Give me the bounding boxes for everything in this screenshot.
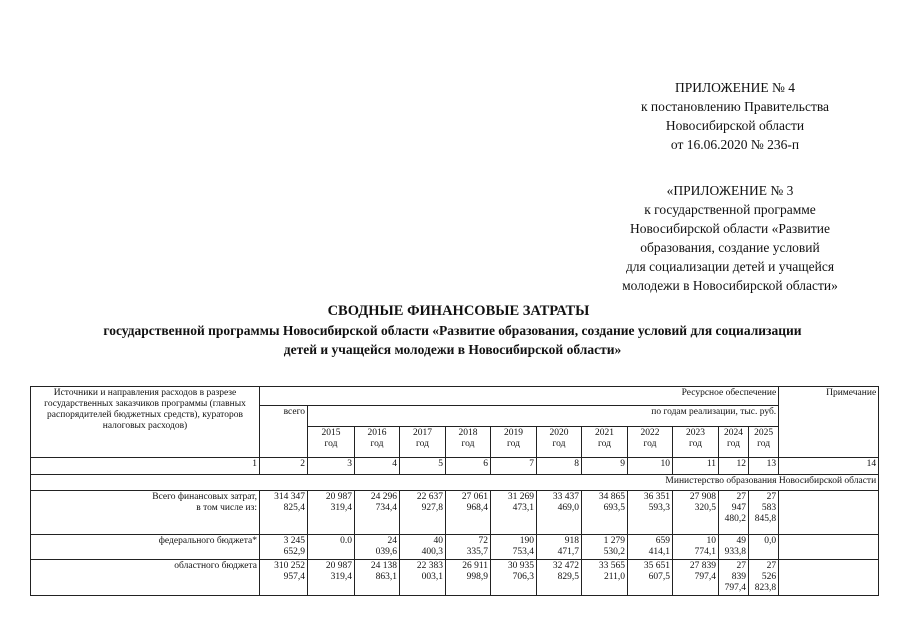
column-number: 12 bbox=[719, 458, 749, 475]
table-cell: 34 865 693,5 bbox=[582, 491, 628, 535]
column-number: 1 bbox=[31, 458, 260, 475]
table-cell: 0,0 bbox=[749, 535, 779, 560]
table-cell: 24 039,6 bbox=[355, 535, 400, 560]
year-header: 2018 год bbox=[446, 427, 491, 458]
table-cell: 20 987 319,4 bbox=[308, 560, 355, 596]
annex-4-header bbox=[600, 78, 870, 154]
note-cell bbox=[779, 491, 879, 535]
table-row bbox=[31, 560, 879, 596]
table-cell: 36 351 593,3 bbox=[628, 491, 673, 535]
year-header: 2017 год bbox=[400, 427, 446, 458]
sources-header: Источники и направления расходов в разрезе государственных заказчиков программы (главных распорядителей бюджетных средств), кураторов налоговых расходов) bbox=[31, 387, 260, 458]
annex-4-line-4: от 16.06.2020 № 236-п bbox=[670, 137, 800, 152]
by-years-header: по годам реализации, тыс. руб. bbox=[308, 406, 779, 427]
column-number: 7 bbox=[491, 458, 537, 475]
year-header: 2019 год bbox=[491, 427, 537, 458]
table-header-row bbox=[31, 387, 879, 406]
document-subtitle-line-2: детей и учащейся молодежи в Новосибирской области» bbox=[283, 342, 622, 357]
table-cell: 35 651 607,5 bbox=[628, 560, 673, 596]
resources-header: Ресурсное обеспечение bbox=[260, 387, 779, 406]
annex-3-line-5: для социализации детей и учащейся bbox=[625, 259, 835, 274]
column-numbers-row bbox=[31, 458, 879, 475]
table-cell: 24 296 734,4 bbox=[355, 491, 400, 535]
note-header: Примечание bbox=[779, 387, 879, 458]
table-cell: 27 908 320,5 bbox=[673, 491, 719, 535]
annex-3-header bbox=[590, 181, 870, 295]
year-header: 2021 год bbox=[582, 427, 628, 458]
table-cell: 27 061 968,4 bbox=[446, 491, 491, 535]
table-cell: 1 279 530,2 bbox=[582, 535, 628, 560]
table-cell: 27 839 797,4 bbox=[673, 560, 719, 596]
column-number: 3 bbox=[308, 458, 355, 475]
column-number: 4 bbox=[355, 458, 400, 475]
table-cell: 3 245 652,9 bbox=[260, 535, 308, 560]
year-header: 2022 год bbox=[628, 427, 673, 458]
document-subtitle-line-1: государственной программы Новосибирской области «Развитие образования, создание условий для социализации bbox=[103, 323, 802, 338]
table-cell: 31 269 473,1 bbox=[491, 491, 537, 535]
column-number: 8 bbox=[537, 458, 582, 475]
table-cell: 24 138 863,1 bbox=[355, 560, 400, 596]
table-cell: 33 565 211,0 bbox=[582, 560, 628, 596]
table-cell: 659 414,1 bbox=[628, 535, 673, 560]
annex-4-line-2: к постановлению Правительства bbox=[640, 99, 830, 114]
year-header: 2025 год bbox=[749, 427, 779, 458]
column-number: 11 bbox=[673, 458, 719, 475]
column-number: 10 bbox=[628, 458, 673, 475]
annex-3-line-3: Новосибирской области «Развитие bbox=[630, 221, 830, 236]
column-number: 2 bbox=[260, 458, 308, 475]
table-cell: 49 933,8 bbox=[719, 535, 749, 560]
table-cell: 27 526 823,8 bbox=[749, 560, 779, 596]
table-row bbox=[31, 491, 879, 535]
table-cell: 22 383 003,1 bbox=[400, 560, 446, 596]
table-cell: 10 774,1 bbox=[673, 535, 719, 560]
column-number: 6 bbox=[446, 458, 491, 475]
column-number: 13 bbox=[749, 458, 779, 475]
row-label: Всего финансовых затрат, в том числе из: bbox=[31, 491, 260, 535]
annex-4-line-1: ПРИЛОЖЕНИЕ № 4 bbox=[674, 80, 796, 95]
note-cell bbox=[779, 535, 879, 560]
table-cell: 27 583 845,8 bbox=[749, 491, 779, 535]
table-cell: 22 637 927,8 bbox=[400, 491, 446, 535]
table-cell: 918 471,7 bbox=[537, 535, 582, 560]
column-number: 9 bbox=[582, 458, 628, 475]
column-number: 14 bbox=[779, 458, 879, 475]
year-header: 2016 год bbox=[355, 427, 400, 458]
annex-3-line-6: молодежи в Новосибирской области» bbox=[622, 278, 838, 293]
table-cell: 40 400,3 bbox=[400, 535, 446, 560]
table-cell: 310 252 957,4 bbox=[260, 560, 308, 596]
table-cell: 190 753,4 bbox=[491, 535, 537, 560]
total-header: всего bbox=[260, 406, 308, 458]
document-title: СВОДНЫЕ ФИНАНСОВЫЕ ЗАТРАТЫ bbox=[327, 303, 590, 319]
table-cell: 20 987 319,4 bbox=[308, 491, 355, 535]
table-cell: 314 347 825,4 bbox=[260, 491, 308, 535]
table-cell: 33 437 469,0 bbox=[537, 491, 582, 535]
annex-3-line-2: к государственной программе bbox=[644, 202, 816, 217]
annex-4-line-3: Новосибирской области bbox=[665, 118, 805, 133]
year-header: 2020 год bbox=[537, 427, 582, 458]
table-cell: 30 935 706,3 bbox=[491, 560, 537, 596]
financial-table bbox=[30, 386, 879, 596]
row-label: областного бюджета bbox=[31, 560, 260, 596]
year-header: 2023 год bbox=[673, 427, 719, 458]
annex-3-line-1: «ПРИЛОЖЕНИЕ № 3 bbox=[666, 183, 794, 198]
column-number: 5 bbox=[400, 458, 446, 475]
table-row bbox=[31, 535, 879, 560]
annex-3-line-4: образования, создание условий bbox=[640, 240, 820, 255]
year-header: 2024 год bbox=[719, 427, 749, 458]
note-cell bbox=[779, 560, 879, 596]
ministry-row bbox=[31, 475, 879, 491]
table-cell: 26 911 998,9 bbox=[446, 560, 491, 596]
table-cell: 27 839 797,4 bbox=[719, 560, 749, 596]
row-label: федерального бюджета* bbox=[31, 535, 260, 560]
ministry-label: Министерство образования Новосибирской области bbox=[31, 475, 879, 491]
table-cell: 72 335,7 bbox=[446, 535, 491, 560]
table-cell: 27 947 480,2 bbox=[719, 491, 749, 535]
year-header: 2015 год bbox=[308, 427, 355, 458]
table-cell: 32 472 829,5 bbox=[537, 560, 582, 596]
table-cell: 0.0 bbox=[308, 535, 355, 560]
